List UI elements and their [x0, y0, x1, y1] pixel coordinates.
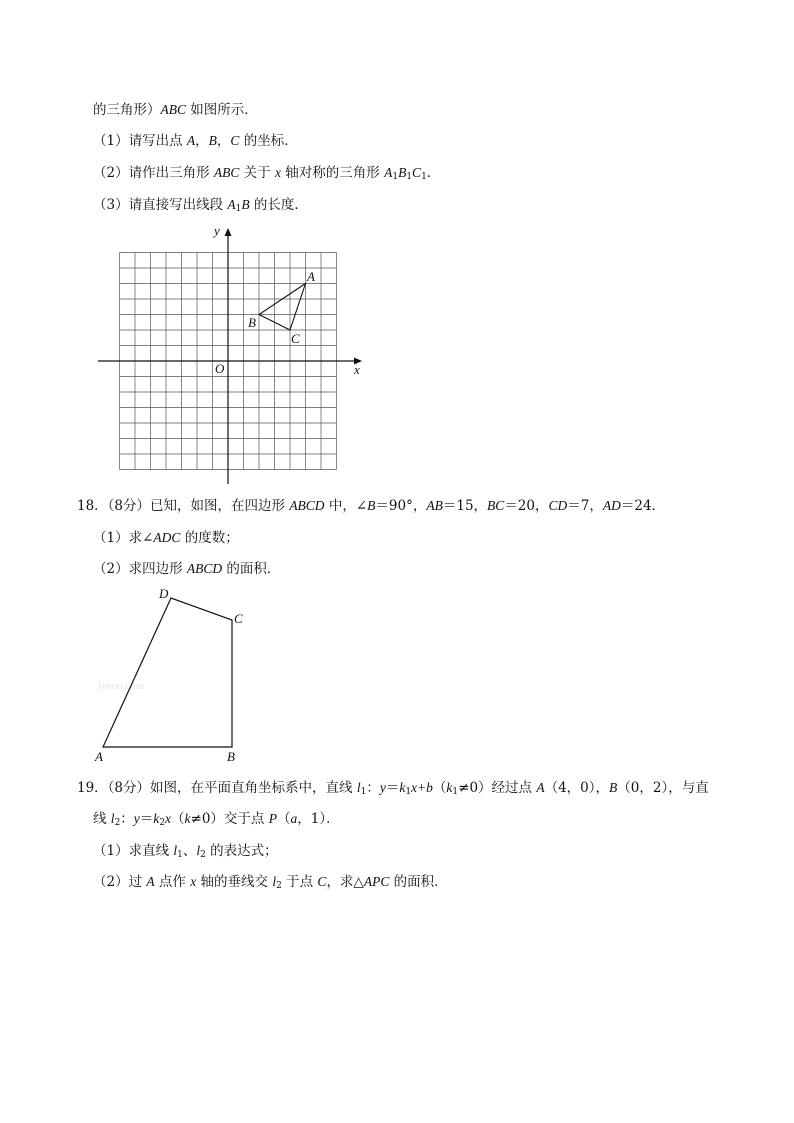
math-b: B — [241, 197, 250, 212]
text: （2）请作出三角形 — [93, 165, 214, 181]
quadrilateral-abcd — [103, 598, 232, 747]
text: 19．（8分）如图，在平面直角坐标系中，直线 — [77, 780, 357, 796]
math-k: k — [153, 811, 160, 826]
subscript: 1 — [405, 787, 412, 797]
y-axis-label: y — [214, 223, 220, 238]
text: 、 — [182, 843, 197, 859]
text: （0，2），与直 — [617, 780, 709, 796]
watermark: Jyeoo.com — [97, 680, 145, 692]
text: （3）请直接写出线段 — [93, 197, 228, 213]
point-a-label: A — [307, 269, 315, 284]
math-k: k — [399, 780, 406, 795]
math-x: x — [190, 874, 197, 889]
math-y: y — [133, 811, 140, 826]
point-c-label: C — [291, 331, 300, 346]
subscript: 2 — [114, 818, 121, 828]
text: 的表达式； — [205, 843, 278, 859]
text: ＝20， — [504, 498, 549, 514]
x-axis-label: x — [354, 362, 360, 377]
text: （2）过 — [93, 874, 147, 890]
text: （1）求∠ — [93, 530, 154, 546]
text: 的度数； — [180, 530, 239, 546]
text: （4，0）， — [544, 780, 610, 796]
text: ． — [426, 165, 441, 181]
math-abc: ABC — [213, 165, 240, 180]
math-l: l — [110, 811, 115, 826]
math-ab: AB — [426, 498, 443, 513]
subscript: 1 — [406, 172, 413, 182]
text: ＝7， — [567, 498, 603, 514]
text: ＝24． — [620, 498, 666, 514]
subscript: 1 — [421, 172, 427, 182]
text: ， — [195, 133, 209, 149]
point-b-label: B — [248, 315, 256, 330]
math-l: l — [356, 780, 361, 795]
math-x: x — [165, 811, 172, 826]
math-c: C — [230, 133, 240, 148]
q19-stem-line2 — [93, 810, 340, 832]
math-abc: ABC — [160, 102, 186, 117]
text: ， — [216, 133, 231, 149]
text: （ — [171, 811, 185, 827]
text: 轴对称的三角形 — [280, 165, 385, 181]
text: 如图所示． — [186, 102, 258, 118]
vertex-c-label: C — [234, 611, 243, 626]
math-a: A — [384, 165, 393, 180]
math-y: y — [379, 780, 386, 795]
origin-label: O — [215, 361, 225, 376]
text: （1）请写出点 — [93, 133, 187, 149]
q19-part1 — [93, 842, 278, 864]
text: ： — [366, 780, 380, 796]
text: 中，∠ — [324, 498, 368, 514]
math-l: l — [272, 874, 277, 889]
math-c: C — [317, 874, 327, 889]
text: 关于 — [239, 165, 275, 181]
subscript: 1 — [235, 204, 242, 214]
subscript: 1 — [360, 787, 367, 797]
math-a: A — [146, 874, 155, 889]
text: 于点 — [281, 874, 318, 890]
math-k: k — [184, 811, 191, 826]
text: 的长度． — [249, 197, 308, 213]
text: 的面积． — [389, 874, 448, 890]
math-b: B — [208, 133, 217, 148]
text: 轴的垂线交 — [196, 874, 273, 890]
math-b: B — [367, 498, 376, 513]
subscript: 1 — [392, 172, 399, 182]
subscript: 2 — [159, 818, 166, 828]
vertex-b-label: B — [227, 749, 235, 764]
text: 的坐标． — [239, 133, 298, 149]
math-x: x — [274, 165, 281, 180]
math-cd: CD — [548, 498, 568, 513]
q19-stem-line1 — [77, 779, 709, 801]
math-apc: APC — [363, 874, 390, 889]
text: 的面积． — [222, 561, 281, 577]
math-a: A — [186, 133, 196, 148]
text: 线 — [93, 811, 111, 827]
subscript: 2 — [276, 881, 282, 891]
text: （ — [432, 780, 447, 796]
subscript: 2 — [200, 850, 206, 860]
math-a: A — [227, 197, 236, 212]
text: （2）求四边形 — [93, 561, 187, 577]
math-l: l — [196, 843, 201, 858]
math-abcd: ABCD — [186, 561, 223, 576]
math-a-lower: a — [290, 811, 298, 826]
text: 的三角形） — [93, 102, 161, 118]
subscript: 1 — [177, 850, 183, 860]
text: ＝ — [385, 780, 400, 796]
math-k: k — [446, 780, 453, 795]
vertex-a-label: A — [95, 749, 103, 764]
text: 18．（8分）已知，如图，在四边形 — [77, 498, 290, 514]
text: ，求△ — [326, 874, 364, 890]
text: ＝90°， — [375, 498, 427, 514]
text: （1）求直线 — [93, 843, 174, 859]
math-p: P — [268, 811, 277, 826]
text: 点作 — [154, 874, 191, 890]
text: ： — [120, 811, 134, 827]
math-xb: x+b — [411, 780, 433, 795]
math-adc: ADC — [153, 530, 181, 545]
math-b: B — [609, 780, 618, 795]
math-b: B — [398, 165, 407, 180]
text: ≠0）经过点 — [458, 780, 537, 796]
math-abcd: ABCD — [289, 498, 325, 513]
vertex-d-label: D — [159, 586, 169, 601]
text: ，1）． — [297, 811, 340, 827]
text: ＝15， — [442, 498, 488, 514]
q19-part2 — [93, 873, 448, 895]
math-l: l — [173, 843, 178, 858]
text: ≠0）交于点 — [190, 811, 269, 827]
math-ad: AD — [602, 498, 621, 513]
text: （ — [276, 811, 291, 827]
math-a: A — [536, 780, 545, 795]
subscript: 1 — [452, 787, 459, 797]
math-c: C — [412, 165, 422, 180]
math-bc: BC — [487, 498, 505, 513]
text: ＝ — [139, 811, 154, 827]
